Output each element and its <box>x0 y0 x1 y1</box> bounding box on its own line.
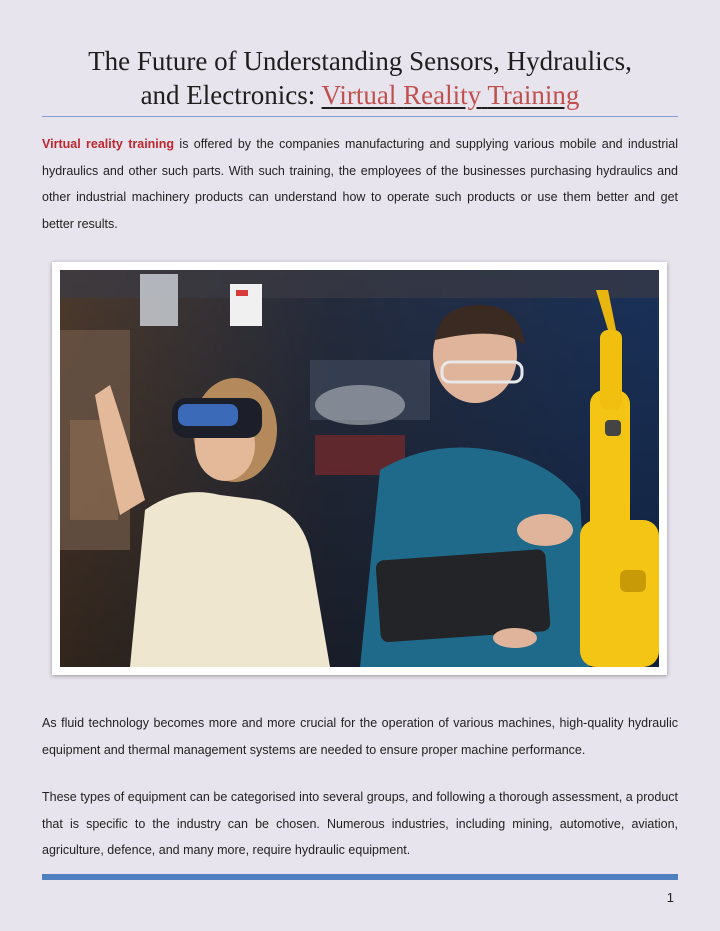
title-divider <box>42 116 678 117</box>
vr-training-link[interactable]: Virtual reality training <box>42 137 175 151</box>
title-line-2 <box>40 78 680 112</box>
title-line-1: The Future of Understanding Sensors, Hydraulics, <box>88 46 632 76</box>
title-link-training[interactable]: Training <box>487 80 580 110</box>
title-link-virtual[interactable]: Virtual <box>321 80 397 110</box>
footer-divider <box>42 874 678 880</box>
photo-illustration <box>60 270 659 667</box>
body-paragraph-2: These types of equipment can be categorised into several groups, and following a thorough assessment, a product that is specific to the industry can be chosen. Numerous industries, including mining, automotive, aviation, agriculture, defence, and many more, require hydraulic equipment. <box>42 790 678 857</box>
body-paragraph-1: As fluid technology becomes more and more crucial for the operation of various machines, high-quality hydraulic equipment and thermal management systems are needed to ensure proper machine performance. <box>42 716 678 757</box>
intro-paragraph <box>42 131 678 237</box>
title-link-reality[interactable]: Reality <box>403 80 482 110</box>
vr-training-photo <box>52 262 667 675</box>
page-number: 1 <box>666 890 674 905</box>
title-line-2-prefix: and Electronics: <box>140 80 322 110</box>
intro-text: is offered by the companies manufacturing and supplying various mobile and industrial hydraulics and other such parts. With such training, the employees of the businesses purchasing hydraulics and other industrial machinery products can understand how to operate such products or use them better and get better results. <box>42 137 678 231</box>
page-title <box>40 44 680 112</box>
